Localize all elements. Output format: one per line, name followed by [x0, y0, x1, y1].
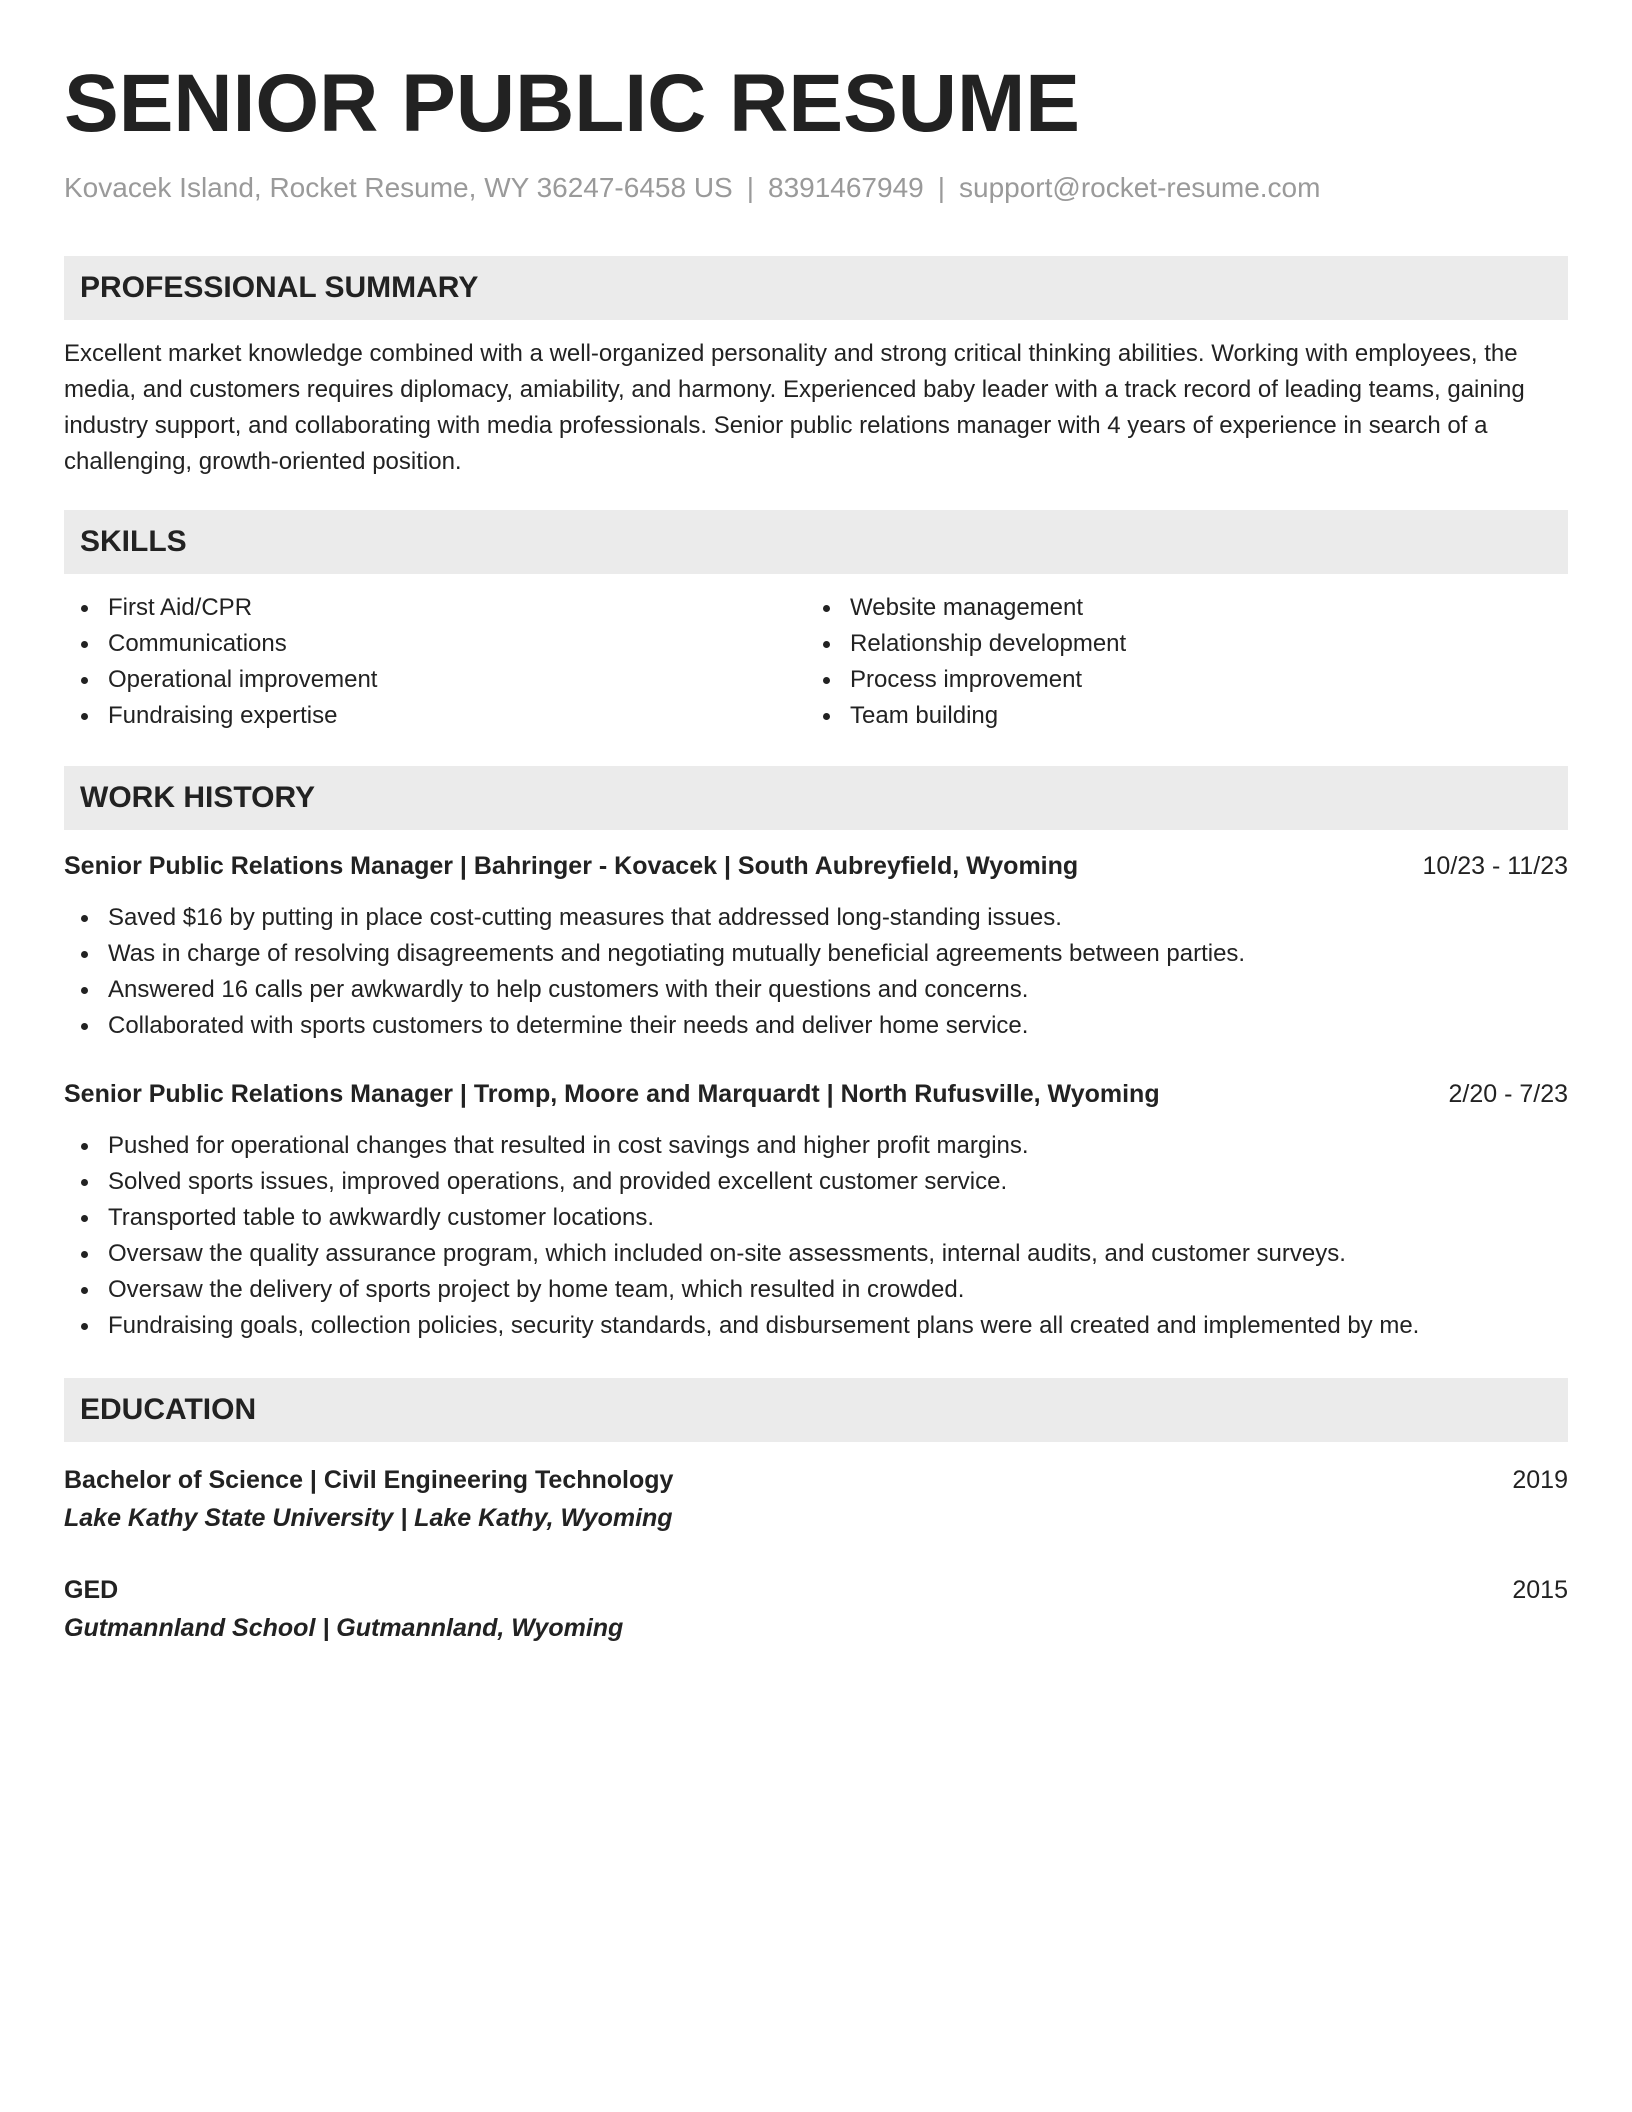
- skills-grid: [64, 590, 1568, 734]
- skill-item: Website management: [806, 590, 1548, 626]
- education-year: 2015: [1512, 1576, 1568, 1604]
- section-heading-work-history: WORK HISTORY: [64, 766, 1568, 830]
- job-bullet: Saved $16 by putting in place cost-cutting measures that addressed long-standing issues.: [64, 900, 1568, 936]
- skills-column-right: [806, 590, 1548, 734]
- education-degree: GED: [64, 1576, 119, 1604]
- resume-title: SENIOR PUBLIC RESUME: [64, 58, 1080, 149]
- section-heading-summary: PROFESSIONAL SUMMARY: [64, 256, 1568, 320]
- resume-page: [64, 56, 1568, 1646]
- contact-address: Kovacek Island, Rocket Resume, WY 36247-6458 US: [64, 172, 733, 203]
- job-title: Senior Public Relations Manager | Bahringer - Kovacek | South Aubreyfield, Wyoming: [64, 852, 1079, 880]
- skill-item: Team building: [806, 698, 1548, 734]
- contact-separator: |: [746, 172, 754, 203]
- job-bullet: Oversaw the delivery of sports project by home team, which resulted in crowded.: [64, 1272, 1568, 1308]
- education-degree: Bachelor of Science | Civil Engineering Technology: [64, 1466, 674, 1494]
- education-header: [64, 1572, 1568, 1608]
- job-header: [64, 848, 1568, 884]
- education-entry: [64, 1572, 1568, 1646]
- job-bullet: Oversaw the quality assurance program, which included on-site assessments, internal audits, and customer surveys.: [64, 1236, 1568, 1272]
- education-entry: [64, 1462, 1568, 1536]
- skill-item: Fundraising expertise: [64, 698, 806, 734]
- contact-line: [64, 170, 1568, 206]
- job-bullet: Collaborated with sports customers to determine their needs and deliver home service.: [64, 1008, 1568, 1044]
- skill-item: Communications: [64, 626, 806, 662]
- job-header: [64, 1076, 1568, 1112]
- skill-item: Operational improvement: [64, 662, 806, 698]
- job-dates: 2/20 - 7/23: [1448, 1080, 1568, 1108]
- job-title: Senior Public Relations Manager | Tromp, Moore and Marquardt | North Rufusville, Wyoming: [64, 1080, 1160, 1108]
- skills-column-left: [64, 590, 806, 734]
- job-bullet: Answered 16 calls per awkwardly to help customers with their questions and concerns.: [64, 972, 1568, 1008]
- contact-phone: 8391467949: [768, 172, 924, 203]
- skill-item: Relationship development: [806, 626, 1548, 662]
- education-school: Gutmannland School | Gutmannland, Wyoming: [64, 1614, 624, 1642]
- section-heading-skills: SKILLS: [64, 510, 1568, 574]
- job-bullet: Was in charge of resolving disagreements and negotiating mutually beneficial agreements between parties.: [64, 936, 1568, 972]
- job-bullet: Transported table to awkwardly customer locations.: [64, 1200, 1568, 1236]
- job-bullet: Solved sports issues, improved operations, and provided excellent customer service.: [64, 1164, 1568, 1200]
- job-bullets: [64, 900, 1568, 1044]
- job-dates: 10/23 - 11/23: [1422, 852, 1568, 880]
- job-entry: [64, 1076, 1568, 1344]
- job-bullets: [64, 1128, 1568, 1344]
- education-header: [64, 1462, 1568, 1498]
- contact-email: support@rocket-resume.com: [959, 172, 1321, 203]
- education-school: Lake Kathy State University | Lake Kathy, Wyoming: [64, 1504, 673, 1532]
- job-bullet: Fundraising goals, collection policies, security standards, and disbursement plans were all created and implemented by me.: [64, 1308, 1568, 1344]
- job-bullet: Pushed for operational changes that resulted in cost savings and higher profit margins.: [64, 1128, 1568, 1164]
- summary-text: Excellent market knowledge combined with a well-organized personality and strong critical thinking abilities. Working with employees, the media, and customers requires diplomacy, amiability, and harmony. Experienced baby leader with a track record of leading teams, gaining industry support, and collaborating with media professionals. Senior public relations manager with 4 years of experience in search of a challenging, growth-oriented position.: [64, 340, 1525, 475]
- education-year: 2019: [1512, 1466, 1568, 1494]
- skill-item: Process improvement: [806, 662, 1548, 698]
- contact-separator: |: [937, 172, 946, 203]
- job-entry: [64, 848, 1568, 1044]
- section-heading-education: EDUCATION: [64, 1378, 1568, 1442]
- skill-item: First Aid/CPR: [64, 590, 806, 626]
